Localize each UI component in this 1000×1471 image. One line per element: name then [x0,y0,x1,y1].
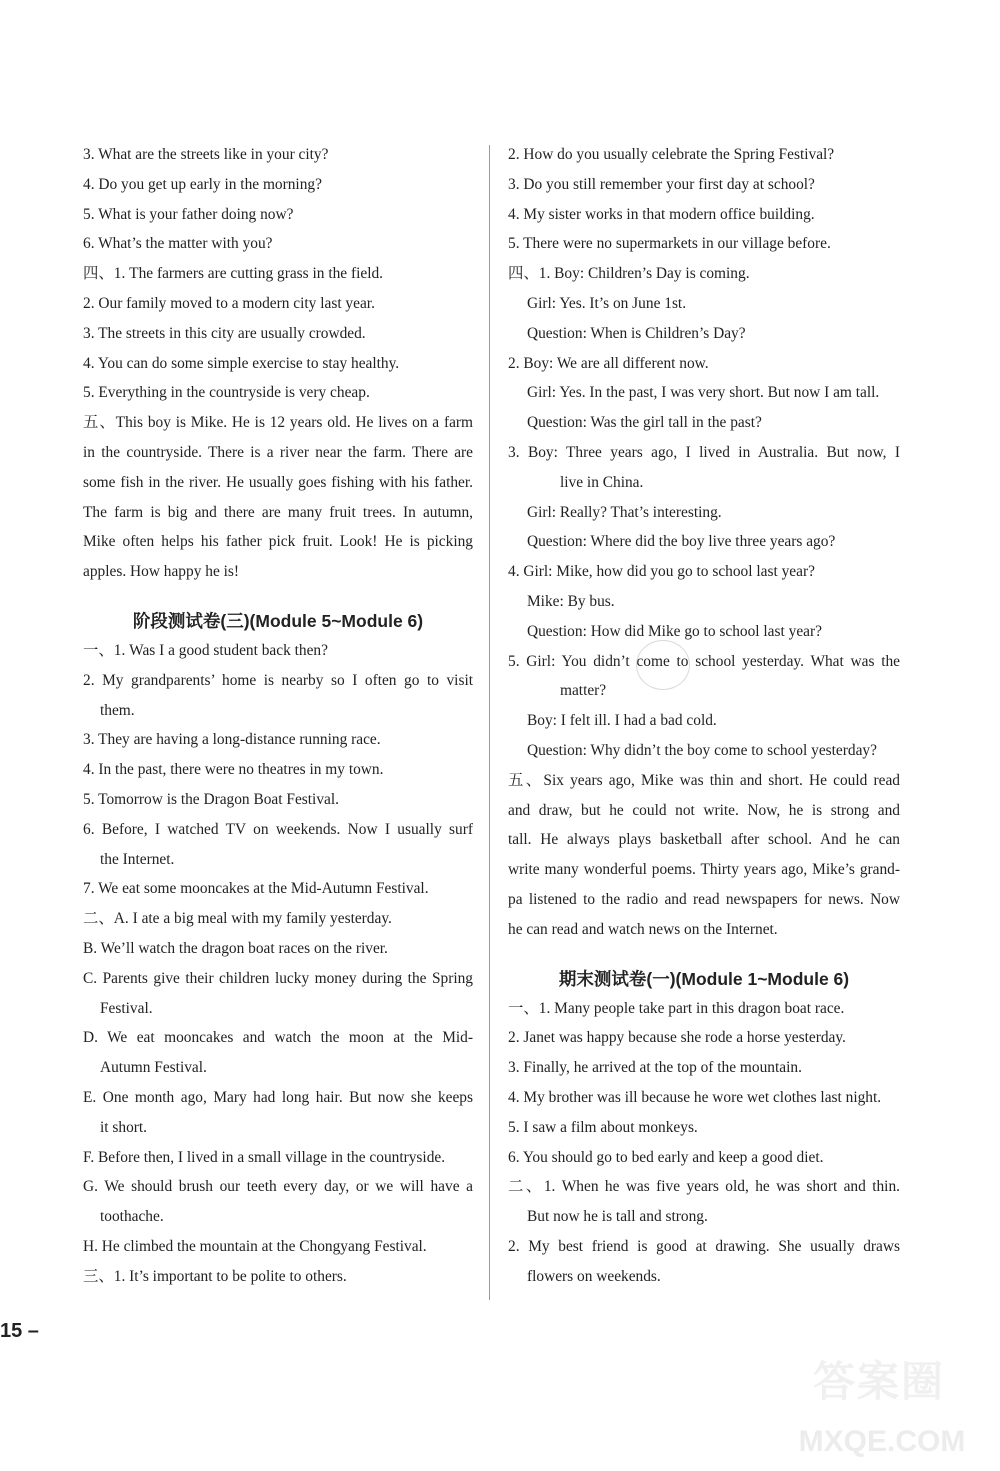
text-line: H. He climbed the mountain at the Chongyang Festival. [83,1237,427,1255]
text-line: 3. The streets in this city are usually crowded. [83,324,366,342]
right-column [508,140,900,1291]
text-line: Autumn Festival. [100,1059,207,1077]
text-line: 5. Everything in the countryside is very cheap. [83,384,370,402]
text-line: G. We should brush our teeth every day, or we will have a [83,1178,473,1196]
text-line: live in China. [560,473,644,491]
text-line: 三、1. It’s important to be polite to others. [83,1267,347,1285]
text-line: 4. Girl: Mike, how did you go to school last year? [508,563,815,581]
text-line: But now he is tall and strong. [527,1208,708,1226]
text-line: 5. What is your father doing now? [83,205,294,223]
text-line: 5. I saw a film about monkeys. [508,1118,698,1136]
text-line: Mike often helps his father pick fruit. Look! He is picking [83,533,473,551]
text-line: 五、Six years ago, Mike was thin and short. He could read [508,771,900,789]
text-line: 6. Before, I watched TV on weekends. Now I usually surf [83,820,473,838]
text-line: F. Before then, I lived in a small village in the countryside. [83,1148,446,1166]
text-line: 2. How do you usually celebrate the Spring Festival? [508,146,835,163]
text-line: 一、1. Many people take part in this dragon boat race. [508,999,845,1017]
text-line: 一、1. Was I a good student back then? [83,641,328,659]
text-line: 7. We eat some mooncakes at the Mid-Autumn Festival. [83,880,429,898]
text-line: 6. You should go to bed early and keep a good diet. [508,1148,824,1166]
text-line: 3. Do you still remember your first day at school? [508,175,815,193]
text-line: flowers on weekends. [527,1267,661,1285]
text-line: Question: Was the girl tall in the past? [527,414,762,432]
text-line: some fish in the river. He usually goes fishing with his father. [83,473,473,491]
text-line: The farm is big and there are many fruit trees. In autumn, [83,503,473,521]
text-line: them. [100,701,135,719]
text-line: it short. [100,1118,148,1136]
text-line: D. We eat mooncakes and watch the moon at the Mid- [83,1029,473,1047]
text-line: Question: Why didn’t the boy come to school yesterday? [527,741,877,759]
text-line: 5. Girl: You didn’t come to school yesterday. What was the [508,652,900,670]
text-line: matter? [560,682,607,700]
text-line: E. One month ago, Mary had long hair. But now she keeps [83,1088,473,1106]
text-line: Mike: By bus. [527,592,615,610]
text-line: 2. Our family moved to a modern city last year. [83,294,375,312]
text-line: 四、1. Boy: Children’s Day is coming. [508,265,750,283]
watermark-logo-text: 答案圈 [812,1357,945,1406]
left-column [83,140,473,1291]
text-line: 二、A. I ate a big meal with my family yesterday. [83,910,392,928]
text-line: Girl: Really? That’s interesting. [527,503,722,521]
text-line: 2. My grandparents’ home is nearby so I often go to visit [83,671,473,689]
text-line: in the countryside. There is a river near the farm. There are [83,443,473,461]
text-line: tall. He always plays basketball after school. And he can [508,831,900,849]
watermark [782,1349,982,1459]
text-line: 五、This boy is Mike. He is 12 years old. He lives on a farm [83,414,473,432]
text-line: 3. Boy: Three years ago, I lived in Australia. But now, I [508,443,900,461]
text-line: Girl: Yes. It’s on June 1st. [527,294,687,312]
text-line: 5. Tomorrow is the Dragon Boat Festival. [83,790,339,808]
text-line: Boy: I felt ill. I had a bad cold. [527,712,717,730]
text-line: 四、1. The farmers are cutting grass in the field. [83,265,384,283]
watermark-url: MXQE.COM [798,1425,966,1458]
section-heading: 期末测试卷(一)(Module 1~Module 6) [558,968,850,989]
text-line: 3. What are the streets like in your city? [83,146,329,163]
text-line: Festival. [100,999,153,1017]
text-line: 二、1. When he was five years old, he was short and thin. [508,1178,900,1196]
text-line: B. We’ll watch the dragon boat races on the river. [83,939,388,957]
text-line: 4. My sister works in that modern office building. [508,205,815,223]
text-line: toothache. [100,1208,164,1226]
text-line: C. Parents give their children lucky money during the Spring [83,969,473,987]
text-line: the Internet. [100,850,175,868]
column-divider [489,145,490,1300]
text-line: 4. In the past, there were no theatres in my town. [83,761,384,779]
text-line: 3. Finally, he arrived at the top of the mountain. [508,1059,802,1077]
text-line: pa listened to the radio and read newspapers for news. Now [508,890,900,908]
text-line: 2. My best friend is good at drawing. She usually draws [508,1237,900,1255]
text-line: 6. What’s the matter with you? [83,235,273,253]
text-line: Girl: Yes. In the past, I was very short. But now I am tall. [527,384,880,402]
text-line: Question: Where did the boy live three years ago? [527,533,836,551]
text-line: 4. Do you get up early in the morning? [83,175,322,193]
text-line: 5. There were no supermarkets in our village before. [508,235,831,253]
page-number: 15 – [0,1320,39,1342]
text-line: Question: How did Mike go to school last year? [527,622,822,640]
text-line: and draw, but he could not write. Now, he is strong and [508,801,900,819]
text-line: 4. My brother was ill because he wore wet clothes last night. [508,1088,882,1106]
text-line: 4. You can do some simple exercise to stay healthy. [83,354,400,372]
faint-stamp [636,640,690,690]
text-line: Question: When is Children’s Day? [527,324,746,342]
text-line: apples. How happy he is! [83,563,240,581]
text-line: 2. Boy: We are all different now. [508,354,709,372]
text-line: he can read and watch news on the Internet. [508,920,778,938]
text-line: 2. Janet was happy because she rode a horse yesterday. [508,1029,846,1047]
text-line: write many wonderful poems. Thirty years ago, Mike’s grand- [508,861,900,879]
text-line: 3. They are having a long-distance running race. [83,731,381,749]
section-heading: 阶段测试卷(三)(Module 5~Module 6) [132,610,424,631]
